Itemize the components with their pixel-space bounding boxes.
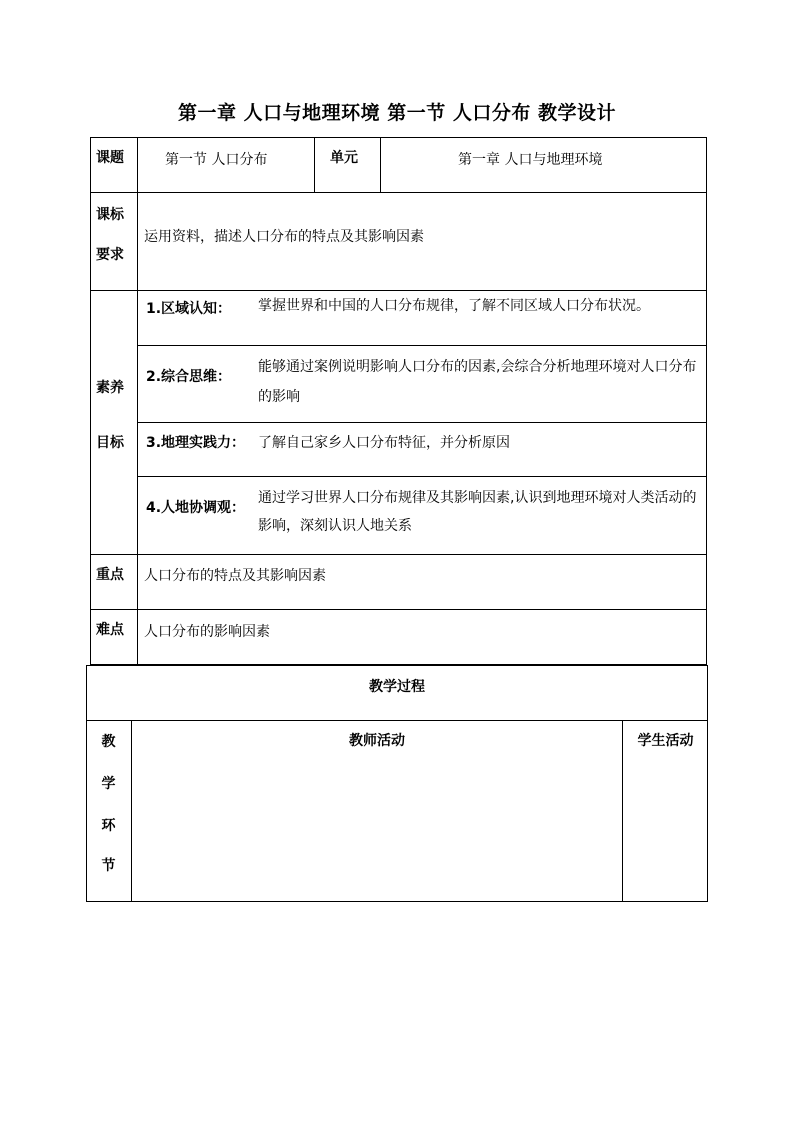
difficulty-value: 人口分布的影响因素 — [144, 624, 270, 640]
stage-char-4: 节 — [101, 858, 116, 874]
stage-char-1: 教 — [101, 734, 116, 750]
goal-4-text: 通过学习世界人口分布规律及其影响因素,认识到地理环境对人类活动的影响，深刻认识人地关系 — [258, 490, 697, 534]
standard-label-line1: 课标 — [96, 207, 124, 223]
goal-2-text: 能够通过案例说明影响人口分布的因素,会综合分析地理环境对人口分布的影响 — [258, 359, 697, 405]
difficulty-label: 难点 — [96, 622, 124, 638]
standard-value: 运用资料，描述人口分布的特点及其影响因素 — [144, 229, 424, 245]
goal-3-label: 3.地理实践力： — [146, 435, 246, 451]
goal-3-text: 了解自己家乡人口分布特征，并分析原因 — [258, 435, 510, 451]
page-title: 第一章 人口与地理环境 第一节 人口分布 教学设计 — [178, 102, 616, 124]
key-point-value: 人口分布的特点及其影响因素 — [144, 568, 326, 584]
process-table — [86, 665, 708, 902]
student-activity-header: 学生活动 — [637, 733, 694, 749]
standard-label-line2: 要求 — [96, 247, 124, 263]
goal-1-text: 掌握世界和中国的人口分布规律，了解不同区域人口分布状况。 — [258, 298, 650, 314]
stage-char-2: 学 — [101, 776, 116, 792]
topic-label: 课题 — [96, 150, 124, 166]
goal-4-label: 4.人地协调观： — [146, 500, 246, 516]
literacy-label-line1: 素养 — [96, 380, 124, 396]
process-heading: 教学过程 — [369, 679, 425, 695]
teacher-activity-header: 教师活动 — [349, 733, 405, 749]
key-point-label: 重点 — [96, 567, 124, 583]
unit-label: 单元 — [330, 150, 358, 166]
unit-value: 第一章 人口与地理环境 — [458, 152, 603, 168]
goal-1-label: 1.区域认知： — [146, 301, 232, 317]
topic-value: 第一节 人口分布 — [165, 152, 268, 168]
goal-2-label: 2.综合思维： — [146, 369, 232, 385]
literacy-label-line2: 目标 — [96, 435, 124, 451]
stage-char-3: 环 — [101, 818, 116, 834]
